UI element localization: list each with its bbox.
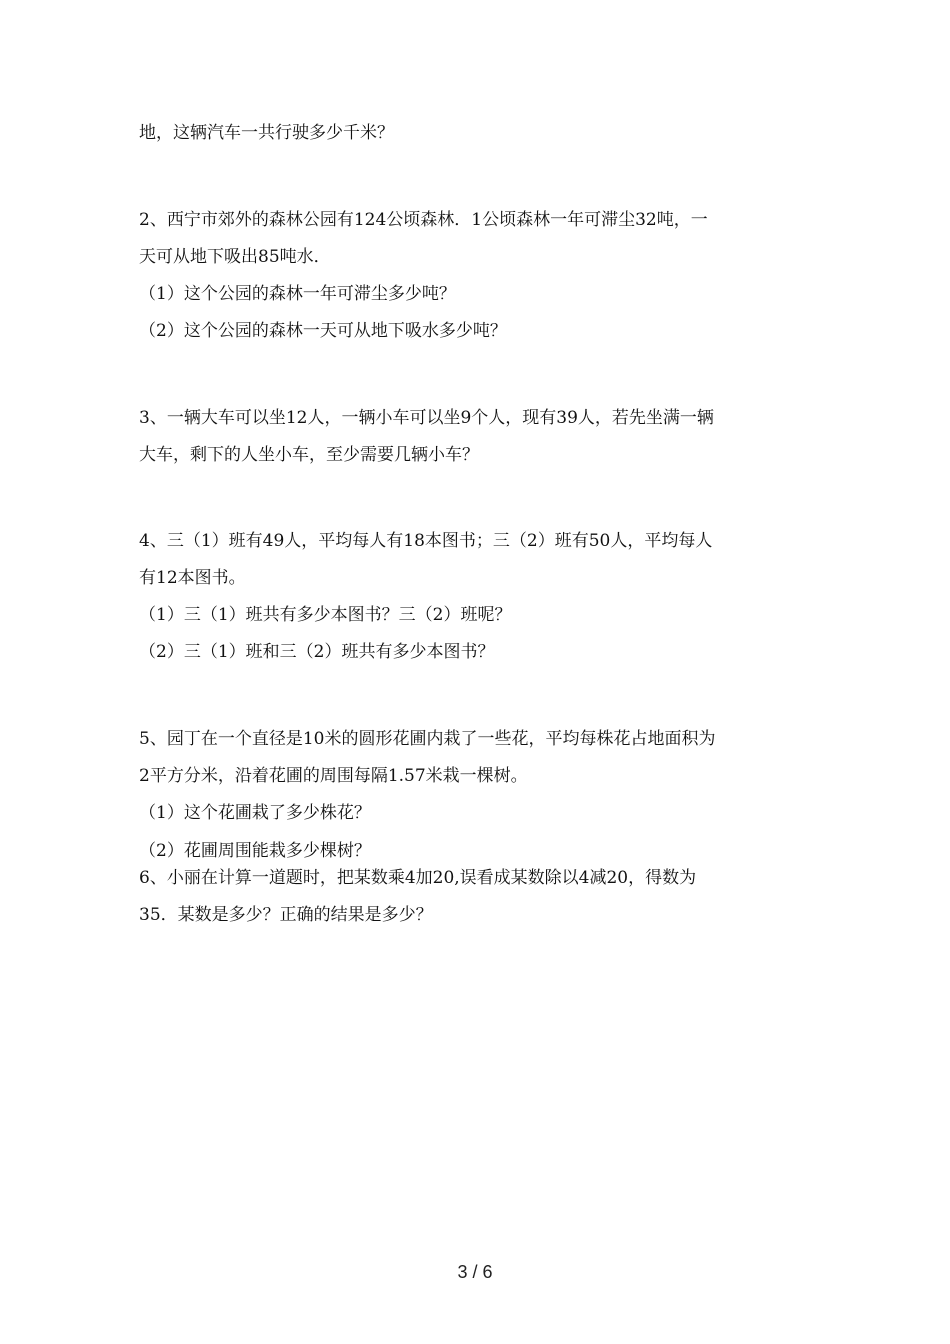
question-5-part-2: （2）花圃周围能栽多少棵树？ bbox=[139, 841, 371, 861]
question-6-line-2: 35．某数是多少？正确的结果是多少？ bbox=[139, 905, 433, 925]
question-4-line-1: 4、三（1）班有49人，平均每人有18本图书；三（2）班有50人，平均每人 bbox=[139, 531, 713, 551]
question-5-line-1: 5、园丁在一个直径是10米的圆形花圃内栽了一些花，平均每株花占地面积为 bbox=[139, 729, 716, 749]
question-3-line-1: 3、一辆大车可以坐12人，一辆小车可以坐9个人，现有39人，若先坐满一辆 bbox=[139, 408, 714, 428]
question-6-line-1: 6、小丽在计算一道题时，把某数乘4加20,误看成某数除以4减20，得数为 bbox=[139, 868, 697, 888]
text-line: 地，这辆汽车一共行驶多少千米？ bbox=[139, 123, 394, 143]
question-4-part-1: （1）三（1）班共有多少本图书？三（2）班呢？ bbox=[139, 605, 512, 625]
question-5-part-1: （1）这个花圃栽了多少株花？ bbox=[139, 803, 371, 823]
question-3-line-2: 大车，剩下的人坐小车，至少需要几辆小车？ bbox=[139, 445, 479, 465]
question-2-part-1: （1）这个公园的森林一年可滞尘多少吨？ bbox=[139, 284, 456, 304]
question-5-line-2: 2平方分米，沿着花圃的周围每隔1.57米栽一棵树。 bbox=[139, 766, 528, 786]
question-2-line-2: 天可从地下吸出85吨水． bbox=[139, 247, 331, 267]
question-2-part-2: （2）这个公园的森林一天可从地下吸水多少吨？ bbox=[139, 321, 507, 341]
question-2-line-1: 2、西宁市郊外的森林公园有124公顷森林．1公顷森林一年可滞尘32吨，一 bbox=[139, 210, 708, 230]
question-4-line-2: 有12本图书。 bbox=[139, 568, 246, 588]
page-number: 3 / 6 bbox=[457, 1262, 493, 1282]
question-4-part-2: （2）三（1）班和三（2）班共有多少本图书？ bbox=[139, 642, 495, 662]
